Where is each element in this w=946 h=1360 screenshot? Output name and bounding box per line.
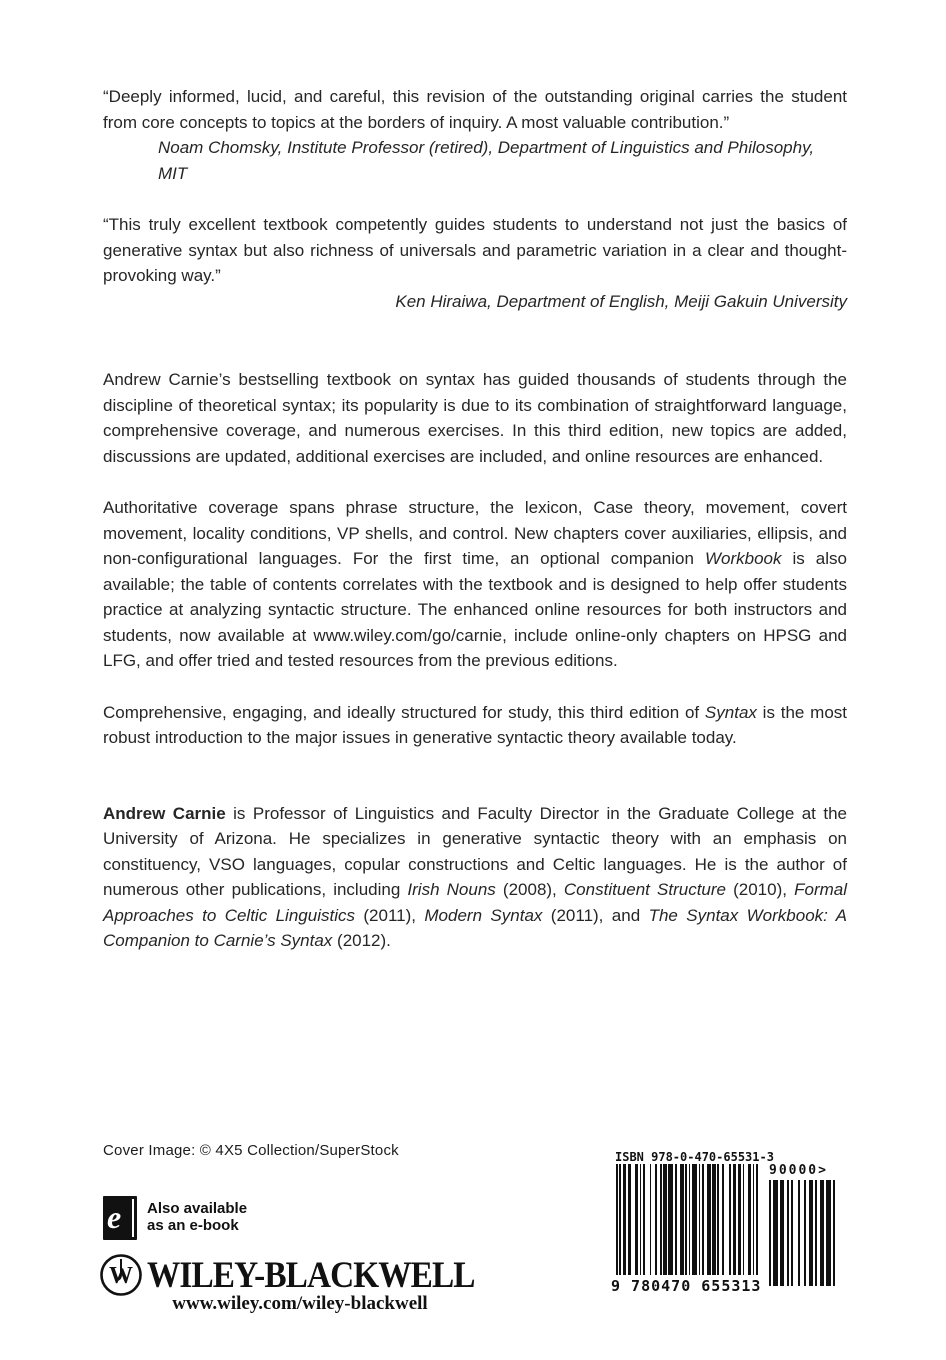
wiley-colophon-icon — [98, 1252, 144, 1298]
ebook-icon-glyph: e — [107, 1199, 122, 1235]
description-paragraph-1: Andrew Carnie’s bestselling textbook on syntax has guided thousands of students through the discipline of theoretical syntax; its popularity is due to its combination of straightforward language, comprehensive coverage, and numerous exercises. In this third edition, new topics are added, discussions are updated, additional exercises are included, and online resources are enhanced. — [103, 370, 847, 466]
publisher-wordmark: WILEY-BLACKWELL — [147, 1254, 475, 1296]
back-cover-text-column — [103, 84, 847, 954]
ebook-availability — [103, 1196, 247, 1240]
review-quote-hiraiwa: “This truly excellent textbook competently guides students to understand not just the basics of generative syntax but also richness of universals and parametric variation in a clear and thought-provoking way.” — [103, 215, 847, 285]
publisher-logo — [98, 1252, 511, 1298]
ean13-barcode — [616, 1164, 758, 1275]
review-quote-chomsky: “Deeply informed, lucid, and careful, this revision of the outstanding original carries the student from core concepts to topics at the borders of inquiry. A most valuable contribution.” — [103, 87, 847, 132]
addon-code: 90000> — [769, 1163, 828, 1178]
svg-text:W: W — [109, 1263, 133, 1289]
publisher-url: www.wiley.com/wiley-blackwell — [172, 1293, 428, 1314]
ebook-icon — [103, 1196, 137, 1240]
ebook-availability-line1: Also available — [147, 1200, 248, 1217]
cover-image-credit: Cover Image: © 4X5 Collection/SuperStock — [103, 1142, 399, 1159]
author-bio: Andrew Carnie is Professor of Linguistics and Faculty Director in the Graduate College at the University of Arizona. He specializes in generative syntactic theory with an emphasis on constituency, VSO languages, copular constructions and Celtic languages. He is the author of numerous other publications, including Irish Nouns (2008), Constituent Structure (2010), Formal Approaches to Celtic Linguistics (2011), Modern Syntax (2011), and The Syntax Workbook: A Companion to Carnie’s Syntax (2012). — [103, 803, 848, 950]
ebook-availability-text — [147, 1196, 247, 1234]
ean-digits: 9 780470 655313 — [611, 1277, 762, 1295]
isbn-label: ISBN 978-0-470-65531-3 — [615, 1150, 774, 1164]
description-paragraph-2: Authoritative coverage spans phrase structure, the lexicon, Case theory, movement, covert movement, locality conditions, VP shells, and control. New chapters cover auxiliaries, ellipsis, and non-configurational languages. For the first time, an optional companion Workbook is also available; the table of contents correlates with the textbook and is designed to help offer students practice at analyzing syntactic structure. The enhanced online resources for both instructors and students, now available at www.wiley.com/go/carnie, include online-only chapters on HPSG and LFG, and offer tried and tested resources from the previous editions. — [103, 498, 847, 670]
review-attribution-chomsky: Noam Chomsky, Institute Professor (retired), Department of Linguistics and Philosophy, MIT — [158, 138, 815, 183]
review-attribution-hiraiwa: Ken Hiraiwa, Department of English, Meiji Gakuin University — [395, 291, 847, 311]
ean5-addon-barcode — [769, 1180, 835, 1286]
description-paragraph-3: Comprehensive, engaging, and ideally structured for study, this third edition of Syntax is the most robust introduction to the major issues in generative syntactic theory available today. — [103, 702, 847, 747]
ebook-availability-line2: as an e-book — [147, 1217, 239, 1234]
isbn-barcode-block — [611, 1150, 851, 1300]
